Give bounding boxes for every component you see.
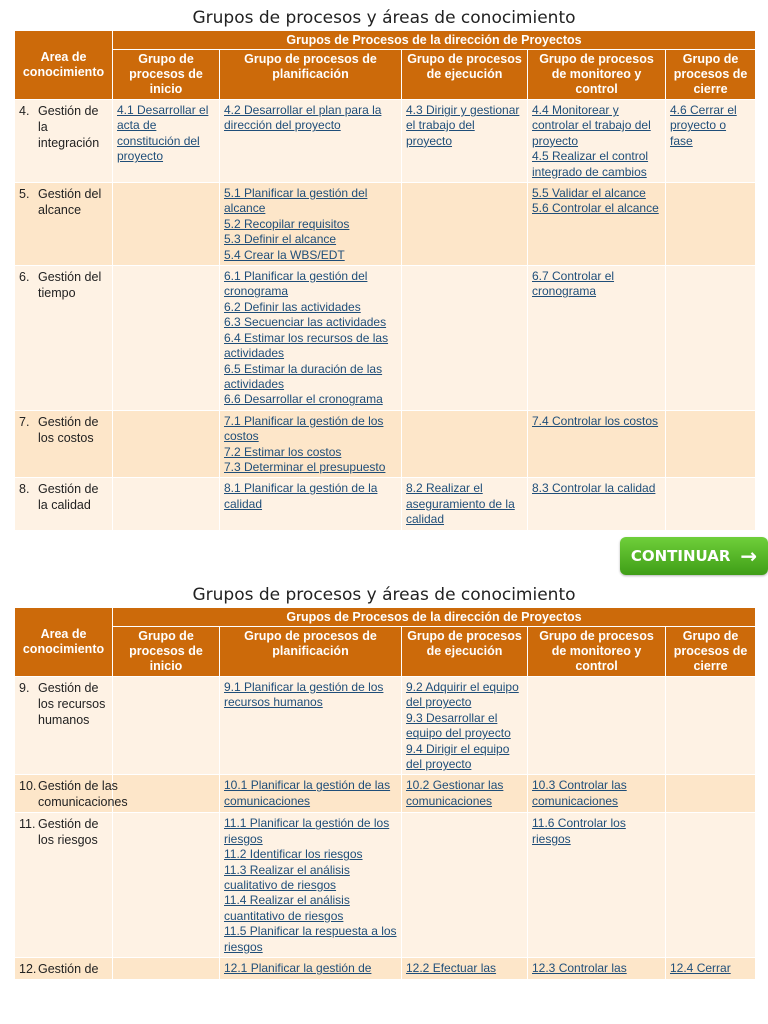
process-cell — [666, 958, 756, 980]
process-link[interactable]: 11.3 Realizar el análisis cualitativo de riesgos — [224, 862, 350, 893]
process-cell — [528, 266, 666, 411]
process-cell — [113, 410, 220, 478]
column-header: Grupo de procesos de monitoreo y control — [528, 50, 666, 100]
process-link[interactable]: 8.1 Planificar la gestión de la calidad — [224, 481, 378, 511]
table-body — [15, 677, 756, 980]
process-link[interactable]: 5.5 Validar el alcance — [532, 186, 646, 201]
process-cell — [528, 677, 666, 775]
group-header: Grupos de Procesos de la dirección de Proyectos — [113, 608, 756, 627]
process-link[interactable]: 6.5 Estimar la duración de las actividades — [224, 361, 383, 391]
process-link[interactable]: 8.2 Realizar el aseguramiento de la calidad — [406, 481, 515, 527]
process-link[interactable]: 12.3 Controlar las — [532, 961, 627, 976]
process-cell — [113, 183, 220, 266]
column-header: Grupo de procesos de ejecución — [402, 50, 528, 100]
area-name: Gestión de los riesgos — [38, 817, 99, 848]
column-header: Grupo de procesos de cierre — [666, 50, 756, 100]
process-cell — [113, 677, 220, 775]
area-name: Gestión de los recursos humanos — [38, 681, 106, 727]
area-cell — [15, 775, 128, 813]
process-link[interactable]: 10.1 Planificar la gestión de las comunicaciones — [224, 778, 391, 808]
process-cell — [402, 410, 528, 478]
process-cell — [402, 183, 528, 266]
table-row — [15, 266, 756, 411]
process-cell — [220, 677, 402, 775]
process-link[interactable]: 9.1 Planificar la gestión de los recursos humanos — [224, 680, 384, 710]
area-cell — [15, 100, 113, 183]
process-cell — [402, 266, 528, 411]
process-link[interactable]: 10.2 Gestionar las comunicaciones — [406, 778, 504, 808]
process-cell — [402, 478, 528, 530]
process-cell — [528, 478, 666, 530]
process-cell — [402, 813, 528, 958]
area-cell — [15, 958, 113, 980]
process-link[interactable]: 9.2 Adquirir el equipo del proyecto — [406, 680, 519, 710]
area-cell — [15, 478, 113, 530]
section-title: Grupos de procesos y áreas de conocimiento — [192, 8, 576, 28]
area-number: 6. — [19, 270, 30, 285]
continue-button[interactable] — [620, 537, 768, 575]
process-link[interactable]: 4.1 Desarrollar el acta de constitución del proyecto — [117, 103, 209, 164]
table-row — [15, 958, 756, 980]
process-link[interactable]: 12.1 Planificar la gestión de — [224, 961, 372, 976]
area-cell — [15, 410, 113, 478]
area-number: 10. — [19, 779, 37, 794]
process-link[interactable]: 7.2 Estimar los costos — [224, 444, 342, 459]
process-cell — [220, 183, 402, 266]
process-cell — [666, 813, 756, 958]
process-cell — [113, 266, 220, 411]
process-link[interactable]: 5.2 Recopilar requisitos — [224, 216, 350, 231]
process-link[interactable]: 11.5 Planificar la respuesta a los riesgos — [224, 924, 397, 954]
process-cell — [666, 775, 756, 813]
group-header: Grupos de Procesos de la dirección de Proyectos — [113, 31, 756, 50]
process-cell — [666, 478, 756, 530]
process-link[interactable]: 7.1 Planificar la gestión de los costos — [224, 413, 384, 444]
table-row — [15, 813, 756, 958]
area-number: 9. — [19, 681, 30, 695]
process-link[interactable]: 5.4 Crear la WBS/EDT — [224, 247, 345, 262]
area-header: Area de conocimiento — [15, 31, 113, 100]
area-name: Gestión de los costos — [38, 414, 99, 445]
column-header: Grupo de procesos de inicio — [113, 50, 220, 100]
process-link[interactable]: 4.5 Realizar el control integrado de cambios — [532, 149, 649, 179]
area-header: Area de conocimiento — [15, 608, 113, 677]
process-cell — [220, 958, 402, 980]
area-name: Gestión del tiempo — [38, 270, 102, 301]
process-link[interactable]: 6.4 Estimar los recursos de las actividades — [224, 330, 389, 361]
process-link[interactable]: 5.1 Planificar la gestión del alcance — [224, 186, 368, 216]
area-cell — [15, 183, 113, 266]
process-link[interactable]: 11.1 Planificar la gestión de los riesgos — [224, 816, 390, 846]
table-row — [15, 183, 756, 266]
area-cell — [15, 677, 113, 775]
process-link[interactable]: 7.4 Controlar los costos — [532, 413, 659, 428]
area-cell — [15, 813, 113, 958]
column-header: Grupo de procesos de planificación — [220, 627, 402, 677]
area-cell — [15, 266, 113, 411]
process-cell — [220, 410, 402, 478]
process-cell — [666, 410, 756, 478]
column-header: Grupo de procesos de cierre — [666, 627, 756, 677]
process-table — [14, 30, 756, 531]
process-cell — [113, 958, 220, 980]
process-link[interactable]: 6.3 Secuenciar las actividades — [224, 315, 387, 330]
column-header: Grupo de procesos de monitoreo y control — [528, 627, 666, 677]
process-cell — [528, 410, 666, 478]
process-cell — [402, 677, 528, 775]
process-cell — [113, 478, 220, 530]
process-link[interactable]: 6.7 Controlar el cronograma — [532, 269, 615, 299]
process-cell — [113, 100, 220, 183]
area-number: 11. — [19, 817, 36, 832]
table-row — [15, 478, 756, 530]
process-cell — [666, 183, 756, 266]
area-number: 8. — [19, 482, 30, 497]
process-cell — [402, 100, 528, 183]
process-link[interactable]: 11.2 Identificar los riesgos — [224, 847, 363, 862]
area-name: Gestión de — [38, 962, 99, 977]
process-cell — [528, 183, 666, 266]
column-header: Grupo de procesos de planificación — [220, 50, 402, 100]
process-link[interactable]: 4.6 Cerrar el proyecto o fase — [670, 103, 737, 148]
process-cell — [220, 813, 402, 958]
table-row — [15, 775, 756, 813]
process-cell — [113, 813, 220, 958]
table-body — [15, 100, 756, 531]
process-link[interactable]: 9.3 Desarrollar el equipo del proyecto — [406, 710, 511, 741]
process-cell — [528, 775, 666, 813]
process-cell — [666, 266, 756, 411]
table-row — [15, 410, 756, 478]
process-cell — [528, 958, 666, 980]
process-cell — [528, 100, 666, 183]
column-header: Grupo de procesos de ejecución — [402, 627, 528, 677]
process-link[interactable]: 5.3 Definir el alcance — [224, 232, 337, 247]
process-link[interactable]: 9.4 Dirigir el equipo del proyecto — [406, 741, 510, 772]
process-cell — [220, 775, 402, 813]
process-link[interactable]: 8.3 Controlar la calidad — [532, 481, 656, 496]
process-cell — [220, 266, 402, 411]
process-link[interactable]: 6.1 Planificar la gestión del cronograma — [224, 269, 368, 299]
process-cell — [666, 100, 756, 183]
table-row — [15, 100, 756, 183]
process-link[interactable]: 11.4 Realizar el análisis cuantitativo de riesgos — [224, 893, 350, 923]
process-link[interactable]: 12.2 Efectuar las — [406, 961, 497, 976]
section-title: Grupos de procesos y áreas de conocimiento — [192, 585, 576, 605]
area-number: 5. — [19, 187, 30, 202]
process-link[interactable]: 6.2 Definir las actividades — [224, 299, 361, 314]
area-number: 7. — [19, 414, 30, 429]
process-link[interactable]: 11.6 Controlar los riesgos — [532, 816, 626, 846]
process-link[interactable]: 7.3 Determinar el presupuesto — [224, 459, 386, 474]
column-header: Grupo de procesos de inicio — [113, 627, 220, 677]
process-link[interactable]: 10.3 Controlar las comunicaciones — [532, 778, 627, 808]
process-cell — [666, 677, 756, 775]
area-number: 12. — [19, 962, 37, 977]
process-cell — [402, 958, 528, 980]
process-link[interactable]: 6.6 Desarrollar el cronograma — [224, 392, 383, 407]
area-name: Gestión del alcance — [38, 187, 102, 218]
process-cell — [220, 100, 402, 183]
area-name: Gestión de la calidad — [38, 482, 99, 513]
area-name: Gestión de las comunicaciones — [38, 779, 128, 810]
table-row — [15, 677, 756, 775]
process-cell — [220, 478, 402, 530]
arrow-right-icon: → — [740, 544, 758, 568]
process-cell — [402, 775, 528, 813]
area-number: 4. — [19, 104, 30, 118]
process-cell — [528, 813, 666, 958]
process-table — [14, 607, 756, 980]
process-link[interactable]: 4.3 Dirigir y gestionar el trabajo del proyecto — [406, 103, 520, 148]
process-cell — [113, 775, 220, 813]
process-link[interactable]: 5.6 Controlar el alcance — [532, 201, 659, 216]
process-link[interactable]: 4.2 Desarrollar el plan para la dirección del proyecto — [224, 103, 382, 133]
continue-label: CONTINUAR — [630, 547, 731, 565]
process-link[interactable]: 12.4 Cerrar — [670, 961, 731, 976]
process-link[interactable]: 4.4 Monitorear y controlar el trabajo del proyecto — [532, 103, 651, 148]
area-name: Gestión de la integración — [38, 104, 100, 150]
